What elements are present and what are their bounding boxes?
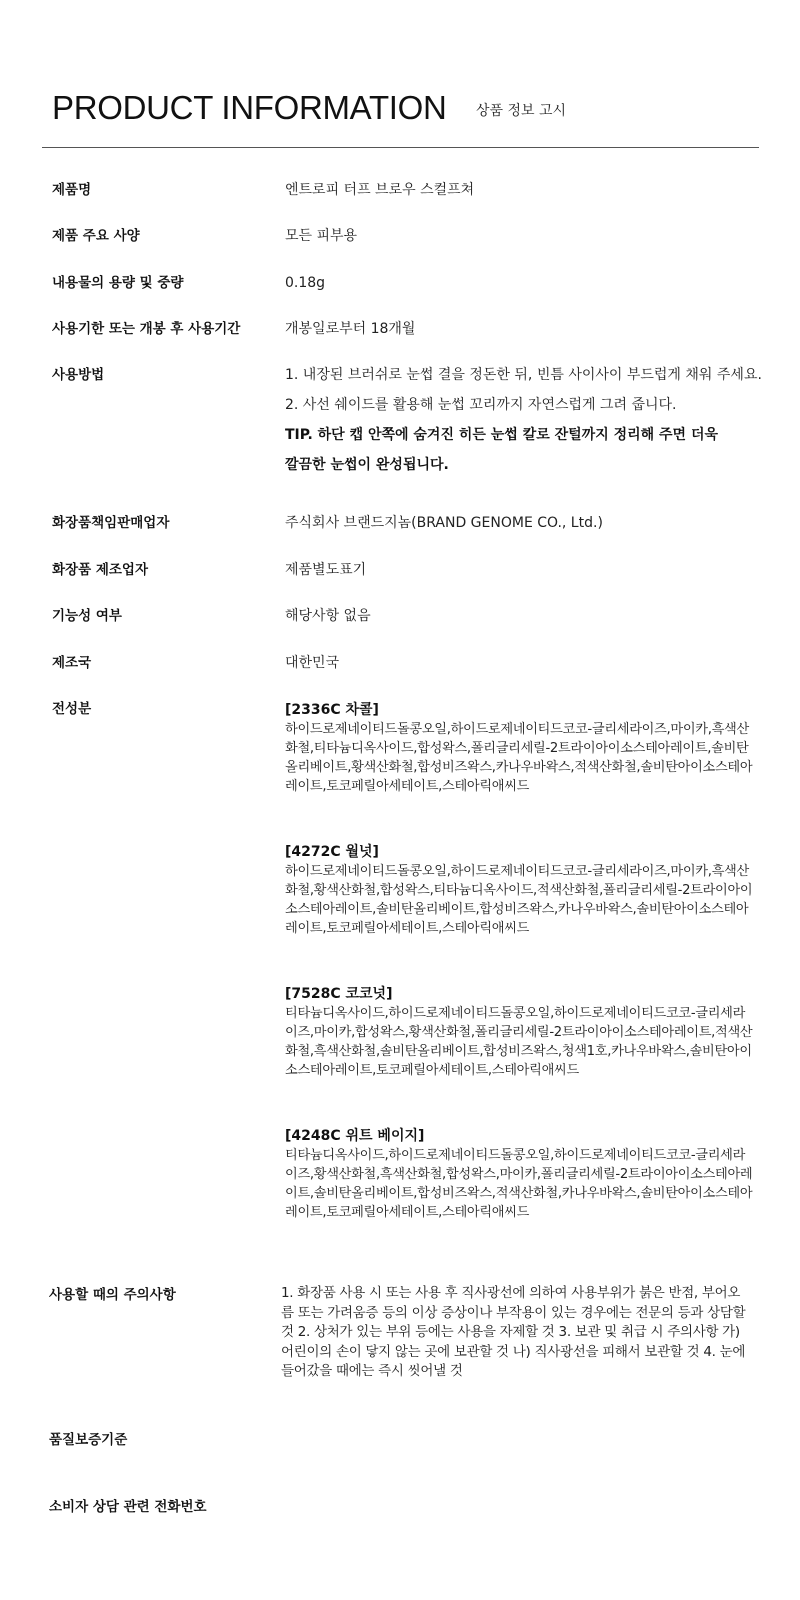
label-expiry: 사용기한 또는 개봉 후 사용기간: [52, 321, 241, 337]
value-maker: 제품별도표기: [285, 562, 367, 578]
value-seller: 주식회사 브랜드지놈(BRAND GENOME CO., Ltd.): [285, 515, 603, 531]
ingredients-shade-7528c: [285, 984, 755, 1080]
label-maker: 화장품 제조업자: [52, 562, 148, 578]
label-spec: 제품 주요 사양: [52, 228, 140, 244]
ingredients-shade-4248c: [285, 1126, 755, 1222]
shade-ingredients: 티타늄디옥사이드,하이드로제네이티드돌콩오일,하이드로제네이티드코코-글리세라이즈,황색산화철,흑색산화철,합성왁스,마이카,폴리글리세릴-2트라이아이소스테아레이트,솔비탄올리베이트,합성비즈왁스,적색산화철,카나우바왁스,솔비탄아이소스테아레이트,토코페릴아세테이트,스테아릭애씨드: [285, 1148, 753, 1220]
ingredients-shade-4272c: [285, 842, 755, 938]
shade-name: [4248C 위트 베이지]: [285, 1128, 425, 1144]
shade-ingredients: 하이드로제네이티드돌콩오일,하이드로제네이티드코코-글리세라이즈,마이카,흑색산화철,티타늄디옥사이드,합성왁스,폴리글리세릴-2트라이아이소스테아레이트,솔비탄올리베이트,황색산화철,합성비즈왁스,카나우바왁스,적색산화철,솔비탄아이소스테아레이트,토코페릴아세테이트,스테아릭애씨드: [285, 722, 753, 794]
page-title: PRODUCT INFORMATION: [52, 89, 447, 126]
header-divider: [42, 147, 759, 148]
value-usage: [285, 360, 762, 480]
shade-name: [7528C 코코넛]: [285, 986, 393, 1002]
label-quality: 품질보증기준: [49, 1432, 128, 1448]
page-subtitle: 상품 정보 고시: [476, 103, 567, 119]
label-usage: 사용방법: [52, 367, 105, 383]
ingredients-shade-2336c: [285, 700, 755, 796]
label-functional: 기능성 여부: [52, 608, 122, 624]
shade-name: [4272C 월넛]: [285, 844, 379, 860]
label-volume: 내용물의 용량 및 중량: [52, 275, 184, 291]
value-caution: 1. 화장품 사용 시 또는 사용 후 직사광선에 의하여 사용부위가 붉은 반점, 부어오름 또는 가려움증 등의 이상 증상이나 부작용이 있는 경우에는 전문의 등과 상담할 것 2. 상처가 있는 부위 등에는 사용을 자제할 것 3. 보관 및 취급 시 주의사항 가) 어린이의 손이 닿지 않는 곳에 보관할 것 나) 직사광선을 피해서 보관할 것 4. 눈에 들어갔을 때에는 즉시 씻어낼 것: [281, 1285, 746, 1379]
label-consumer: 소비자 상담 관련 전화번호: [49, 1499, 207, 1515]
value-spec: 모든 피부용: [285, 228, 358, 244]
label-origin: 제조국: [52, 655, 92, 671]
usage-tip-line: 깔끔한 눈썹이 완성됩니다.: [285, 457, 449, 473]
value-origin: 대한민국: [285, 655, 340, 671]
label-caution: 사용할 때의 주의사항: [49, 1287, 176, 1303]
value-expiry: 개봉일로부터 18개월: [285, 321, 416, 337]
label-seller: 화장품책임판매업자: [52, 515, 170, 531]
usage-tip-line: TIP. 하단 캡 안쪽에 숨겨진 히든 눈썹 칼로 잔털까지 정리해 주면 더욱: [285, 427, 719, 443]
usage-line: 1. 내장된 브러쉬로 눈썹 결을 정돈한 뒤, 빈틈 사이사이 부드럽게 채워 주세요.: [285, 367, 762, 383]
shade-ingredients: 하이드로제네이티드돌콩오일,하이드로제네이티드코코-글리세라이즈,마이카,흑색산화철,황색산화철,합성왁스,티타늄디옥사이드,적색산화철,폴리글리세릴-2트라이아이소스테아레이트,솔비탄올리베이트,합성비즈왁스,카나우바왁스,솔비탄아이소스테아레이트,토코페릴아세테이트,스테아릭애씨드: [285, 864, 753, 936]
shade-name: [2336C 차콜]: [285, 702, 379, 718]
label-product-name: 제품명: [52, 182, 92, 198]
usage-line: 2. 사선 쉐이드를 활용해 눈썹 꼬리까지 자연스럽게 그려 줍니다.: [285, 397, 677, 413]
value-functional: 해당사항 없음: [285, 608, 371, 624]
label-ingredients: 전성분: [52, 701, 92, 717]
value-volume: 0.18g: [285, 275, 326, 291]
shade-ingredients: 티타늄디옥사이드,하이드로제네이티드돌콩오일,하이드로제네이티드코코-글리세라이즈,마이카,합성왁스,황색산화철,폴리글리세릴-2트라이아이소스테아레이트,적색산화철,흑색산화철,솔비탄올리베이트,합성비즈왁스,청색1호,카나우바왁스,솔비탄아이소스테아레이트,토코페릴아세테이트,스테아릭애씨드: [285, 1006, 753, 1078]
value-product-name: 엔트로피 터프 브로우 스컬프쳐: [285, 182, 475, 198]
